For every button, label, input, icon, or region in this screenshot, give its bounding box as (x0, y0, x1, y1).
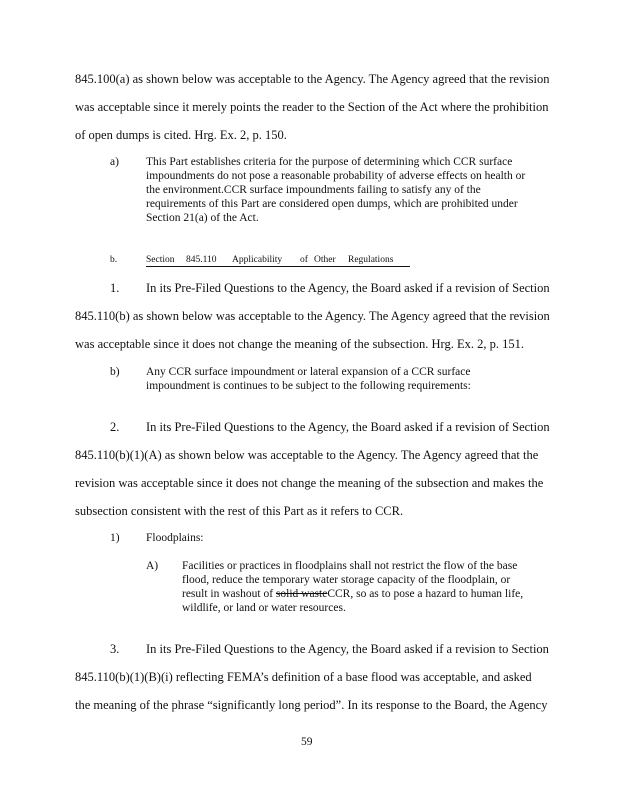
section-word: Other (314, 255, 336, 265)
body-text-line: In its Pre-Filed Questions to the Agency, the Board asked if a revision of Section (146, 420, 550, 434)
quoted-rule-line (182, 588, 523, 601)
body-text-line: subsection consistent with the rest of this Part as it refers to CCR. (75, 504, 404, 518)
body-text-line: 845.110(b) as shown below was acceptable to the Agency. The Agency agreed that the revision (75, 309, 550, 323)
section-word: Applicability (232, 255, 283, 265)
body-text-line: of open dumps is cited. Hrg. Ex. 2, p. 150. (75, 128, 287, 142)
section-letter: b. (110, 255, 118, 265)
text-run: CCR, so as to pose a hazard to human life, (327, 588, 524, 600)
struck-text: solid waste (275, 588, 328, 600)
quoted-rule-line: This Part establishes criteria for the purpose of determining which CCR surface (146, 156, 513, 168)
paragraph-number: 2. (110, 420, 120, 434)
list-label: Floodplains: (146, 532, 204, 544)
section-word: Regulations (348, 255, 394, 265)
quoted-rule-line: requirements of this Part are considered open dumps, which are prohibited under (146, 198, 518, 210)
text-run: result in washout of (182, 588, 276, 600)
body-text-line: 845.110(b)(1)(B)(i) reflecting FEMA’s definition of a base flood was acceptable, and asked (75, 670, 532, 684)
quoted-rule-line: Any CCR surface impoundment or lateral expansion of a CCR surface (146, 366, 471, 378)
quoted-rule-line: flood, reduce the temporary water storage capacity of the floodplain, or (182, 574, 511, 586)
quoted-rule-line: Section 21(a) of the Act. (146, 212, 259, 224)
body-text-line: revision was acceptable since it does not change the meaning of the subsection and makes the (75, 476, 544, 490)
list-marker: 1) (110, 532, 120, 544)
section-word: Section (146, 255, 175, 265)
section-word: of (300, 255, 308, 265)
body-text-line: 845.100(a) as shown below was acceptable to the Agency. The Agency agreed that the revision (75, 72, 550, 86)
page-number: 59 (301, 736, 313, 748)
body-text-line: In its Pre-Filed Questions to the Agency, the Board asked if a revision of Section (146, 281, 550, 295)
body-text-line: was acceptable since it merely points the reader to the Section of the Act where the prohibition (75, 100, 549, 114)
section-number: 845.110 (186, 255, 217, 265)
quoted-rule-line: impoundment is continues to be subject to the following requirements: (146, 380, 471, 392)
quoted-rule-line: the environment.CCR surface impoundments failing to satisfy any of the (146, 184, 481, 196)
paragraph-number: 1. (110, 281, 120, 295)
list-marker: A) (146, 560, 159, 572)
quoted-rule-line: Facilities or practices in floodplains shall not restrict the flow of the base (182, 560, 518, 572)
quoted-rule-line: wildlife, or land or water resources. (182, 602, 346, 614)
section-underline (146, 266, 410, 267)
list-marker: b) (110, 366, 120, 378)
paragraph-number: 3. (110, 642, 120, 656)
body-text-line: was acceptable since it does not change the meaning of the subsection. Hrg. Ex. 2, p. 151. (75, 337, 524, 351)
body-text-line: the meaning of the phrase “significantly long period”. In its response to the Board, the Agency (75, 698, 548, 712)
list-marker: a) (110, 156, 119, 168)
body-text-line: In its Pre-Filed Questions to the Agency, the Board asked if a revision to Section (146, 642, 549, 656)
quoted-rule-line: impoundments do not pose a reasonable probability of adverse effects on health or (146, 170, 526, 182)
body-text-line: 845.110(b)(1)(A) as shown below was acceptable to the Agency. The Agency agreed that the (75, 448, 539, 462)
